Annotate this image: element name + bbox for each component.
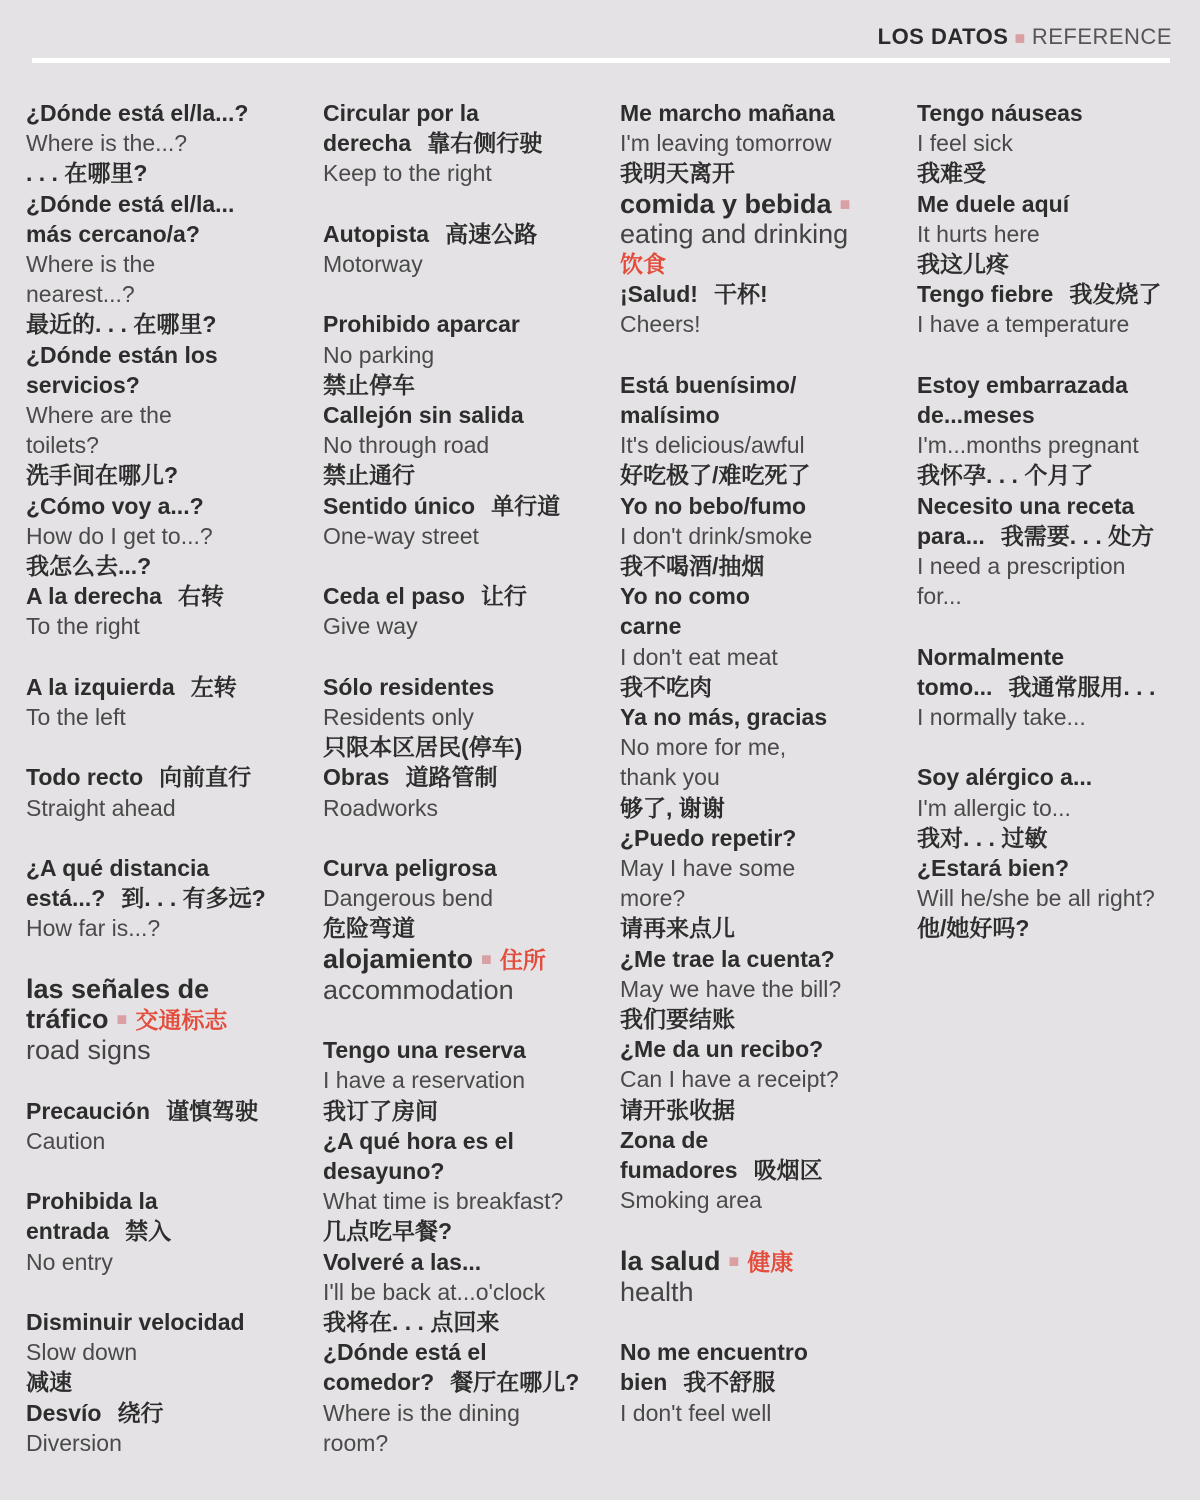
column-1 — [26, 98, 316, 1458]
phrase-en: May I have some — [620, 855, 796, 882]
phrase-es: ¿Puedo repetir? — [620, 824, 797, 851]
phrase-en: thank you — [620, 764, 720, 791]
phrase-zh: 最近的. . . 在哪里? — [26, 311, 217, 338]
phrase-row — [323, 762, 613, 792]
phrase-zh: 我怎么去...? — [26, 553, 152, 580]
phrase-row — [26, 1398, 316, 1428]
phrase-en: Straight ahead — [26, 794, 176, 821]
phrase-en: Can I have a receipt? — [620, 1066, 839, 1093]
phrase-es: Tengo una reserva — [323, 1037, 526, 1064]
phrase-es: fumadores — [620, 1157, 738, 1184]
phrase-es: Ya no más, gracias — [620, 704, 828, 731]
phrase-es: derecha — [323, 130, 412, 157]
phrase-zh: 我对. . . 过敏 — [917, 824, 1048, 851]
section-heading-row — [323, 944, 613, 975]
phrase-es: está...? — [26, 885, 106, 912]
phrase-en: No entry — [26, 1248, 113, 1275]
phrase-row — [620, 279, 910, 309]
phrase-es: malísimo — [620, 402, 720, 429]
phrase-zh: 高速公路 — [445, 220, 538, 247]
separator-dot-icon: ■ — [1014, 28, 1026, 48]
phrase-es: Circular por la — [323, 100, 479, 126]
phrase-en: I have a temperature — [917, 311, 1130, 338]
phrase-es: Curva peligrosa — [323, 855, 497, 881]
section-heading-en: health — [620, 1276, 694, 1307]
phrase-es: ¿Dónde está el — [323, 1339, 487, 1366]
phrase-es: Estoy embarrazada — [917, 371, 1128, 398]
phrase-es: A la derecha — [26, 583, 162, 610]
phrase-row — [917, 279, 1187, 309]
column-2 — [323, 98, 613, 1458]
phrase-zh: 危险弯道 — [323, 915, 415, 942]
phrase-zh: 洗手间在哪儿? — [26, 462, 179, 489]
phrase-row — [620, 1367, 910, 1397]
phrase-es: Desvío — [26, 1399, 102, 1426]
section-heading-zh: 住所 — [499, 946, 546, 973]
bullet-dot-icon: ■ — [116, 1009, 128, 1030]
bullet-dot-icon: ■ — [839, 193, 851, 214]
phrase-en: Dangerous bend — [323, 885, 494, 912]
phrase-zh: . . . 在哪里? — [26, 160, 148, 187]
phrase-en: more? — [620, 885, 686, 912]
phrase-row — [26, 1096, 316, 1126]
phrase-row — [26, 883, 316, 913]
phrase-zh: 请开张收据 — [620, 1096, 735, 1123]
phrase-en: Diversion — [26, 1429, 122, 1456]
phrase-en: To the right — [26, 613, 140, 640]
phrase-zh: 禁入 — [125, 1218, 172, 1245]
phrase-zh: 我这儿疼 — [917, 251, 1009, 278]
phrase-en: I'm allergic to... — [917, 794, 1071, 821]
section-heading-en: eating and drinking — [620, 218, 849, 249]
phrase-es: Autopista — [323, 220, 430, 247]
phrase-zh: 绕行 — [117, 1399, 164, 1426]
phrase-es: Me marcho mañana — [620, 100, 835, 126]
phrase-es: bien — [620, 1369, 668, 1396]
phrase-zh: 请再来点儿 — [620, 915, 735, 942]
section-heading-es: la salud — [620, 1245, 721, 1276]
phrase-en: May we have the bill? — [620, 975, 842, 1002]
section-label: LOS DATOS — [877, 24, 1009, 49]
section-heading-row — [620, 1246, 910, 1277]
phrase-en: One-way street — [323, 522, 479, 549]
phrase-en: I'll be back at...o'clock — [323, 1278, 546, 1305]
phrase-es: Tengo fiebre — [917, 281, 1054, 308]
phrase-es: No me encuentro — [620, 1339, 808, 1366]
phrase-es: servicios? — [26, 371, 140, 398]
phrase-en: How do I get to...? — [26, 522, 213, 549]
page-header — [878, 24, 1172, 50]
phrase-row — [620, 1155, 910, 1185]
phrase-zh: 餐厅在哪儿? — [450, 1369, 580, 1396]
phrase-zh: 我订了房间 — [323, 1097, 438, 1124]
phrase-es: Precaución — [26, 1097, 150, 1124]
section-heading-es: alojamiento — [323, 943, 474, 974]
phrase-zh: 够了, 谢谢 — [620, 794, 725, 821]
phrase-es: ¿A qué hora es el — [323, 1127, 514, 1154]
phrase-en: Residents only — [323, 704, 474, 730]
phrase-es: ¿A qué distancia — [26, 855, 210, 882]
phrase-es: ¿Dónde están los — [26, 341, 218, 368]
phrase-en: room? — [323, 1429, 389, 1456]
phrase-en: Smoking area — [620, 1187, 762, 1214]
phrase-zh: 他/她好吗? — [917, 915, 1030, 942]
phrase-es: para... — [917, 522, 985, 549]
section-heading-zh: 交通标志 — [135, 1007, 228, 1034]
phrase-en: I'm...months pregnant — [917, 432, 1139, 459]
phrase-en: nearest...? — [26, 281, 135, 308]
phrase-zh: 几点吃早餐? — [323, 1218, 453, 1245]
phrase-es: Zona de — [620, 1126, 709, 1153]
phrase-es: ¿Me trae la cuenta? — [620, 945, 835, 972]
phrase-zh: 向前直行 — [159, 764, 252, 791]
phrase-es: Tengo náuseas — [917, 100, 1083, 126]
phrase-en: I don't drink/smoke — [620, 522, 813, 549]
phrase-zh: 只限本区居民(停车) — [323, 734, 523, 761]
phrase-en: No parking — [323, 341, 435, 368]
phrase-zh: 我不喝酒/抽烟 — [620, 553, 765, 580]
phrase-zh: 减速 — [26, 1369, 72, 1396]
section-heading-es: las señales de — [26, 973, 210, 1004]
phrase-en: I don't eat meat — [620, 643, 778, 670]
phrase-zh: 我难受 — [917, 160, 986, 187]
phrase-zh: 右转 — [177, 583, 224, 610]
phrase-zh: 好吃极了/难吃死了 — [620, 462, 811, 489]
phrase-en: Keep to the right — [323, 160, 492, 187]
phrase-es: carne — [620, 613, 682, 640]
phrase-es: Yo no bebo/fumo — [620, 492, 807, 519]
reference-label: REFERENCE — [1031, 24, 1172, 49]
phrase-row — [26, 581, 316, 611]
section-heading-en: road signs — [26, 1035, 151, 1066]
phrase-zh: 我需要. . . 处方 — [1000, 522, 1155, 549]
phrase-en: I need a prescription — [917, 553, 1126, 580]
phrase-en: Where is the — [26, 251, 156, 278]
phrase-en: It hurts here — [917, 220, 1040, 247]
phrase-es: tomo... — [917, 673, 993, 700]
phrase-en: Will he/she be all right? — [917, 885, 1155, 912]
phrase-zh: 到. . . 有多远? — [121, 885, 266, 912]
phrase-row — [323, 491, 613, 521]
phrase-zh: 吸烟区 — [753, 1157, 823, 1184]
phrase-zh: 道路管制 — [405, 764, 498, 791]
phrase-en: No more for me, — [620, 734, 787, 761]
phrase-es: Callejón sin salida — [323, 402, 524, 428]
phrase-en: Slow down — [26, 1339, 138, 1366]
phrase-es: ¿Estará bien? — [917, 855, 1070, 882]
bullet-dot-icon: ■ — [728, 1250, 740, 1271]
phrase-es: de...meses — [917, 402, 1035, 429]
phrase-en: I feel sick — [917, 130, 1013, 157]
phrase-en: Give way — [323, 613, 418, 640]
phrase-es: Necesito una receta — [917, 492, 1135, 519]
phrase-zh: 禁止通行 — [323, 462, 415, 489]
column-4 — [917, 98, 1187, 944]
phrase-es: Disminuir velocidad — [26, 1309, 245, 1336]
phrase-en: Roadworks — [323, 794, 439, 821]
phrase-row — [917, 521, 1187, 551]
phrase-zh: 左转 — [190, 673, 237, 700]
phrase-row — [323, 219, 613, 249]
phrase-en: I have a reservation — [323, 1067, 526, 1094]
phrase-row — [26, 1216, 316, 1246]
phrase-es: ¿Dónde está el/la...? — [26, 100, 249, 126]
phrase-zh: 让行 — [480, 583, 527, 610]
phrase-es: Volveré a las... — [323, 1248, 482, 1275]
phrase-es: entrada — [26, 1218, 110, 1245]
phrase-en: I'm leaving tomorrow — [620, 130, 832, 157]
phrase-zh: 我明天离开 — [620, 160, 735, 187]
bullet-dot-icon: ■ — [481, 948, 492, 969]
phrase-en: Cheers! — [620, 311, 701, 338]
phrase-es: Sentido único — [323, 492, 476, 519]
phrase-es: más cercano/a? — [26, 220, 200, 247]
phrase-en: Where is the...? — [26, 130, 188, 157]
phrase-en: Caution — [26, 1127, 106, 1154]
phrase-en: toilets? — [26, 432, 99, 459]
phrase-zh: 我将在. . . 点回来 — [323, 1309, 500, 1336]
phrase-es: desayuno? — [323, 1158, 445, 1185]
section-heading-es: tráfico — [26, 1004, 109, 1035]
phrase-es: Prohibida la — [26, 1188, 158, 1215]
phrase-zh: 我怀孕. . . 个月了 — [917, 462, 1094, 489]
phrase-es: ¡Salud! — [620, 281, 698, 308]
phrase-en: How far is...? — [26, 915, 161, 942]
section-heading-row — [26, 1004, 316, 1035]
phrase-en: Motorway — [323, 251, 423, 277]
phrase-es: Me duele aquí — [917, 190, 1070, 217]
phrase-zh: 禁止停车 — [323, 371, 415, 398]
phrase-row — [323, 581, 613, 611]
phrase-zh: 靠右侧行驶 — [427, 130, 543, 157]
phrase-row — [26, 672, 316, 702]
phrase-en: Where are the — [26, 402, 172, 429]
phrase-zh: 谨慎驾驶 — [166, 1097, 258, 1124]
section-heading-row — [620, 189, 910, 219]
phrase-zh: 我通常服用. . . — [1008, 673, 1156, 700]
phrase-es: ¿Cómo voy a...? — [26, 492, 204, 519]
phrase-es: ¿Dónde está el/la... — [26, 190, 235, 217]
phrase-row — [917, 672, 1187, 702]
phrase-en: I normally take... — [917, 704, 1086, 731]
phrase-en: Where is the dining — [323, 1399, 520, 1426]
phrase-en: No through road — [323, 432, 490, 459]
phrase-es: ¿Me da un recibo? — [620, 1036, 824, 1063]
column-3 — [620, 98, 910, 1428]
phrase-es: Prohibido aparcar — [323, 311, 520, 338]
section-heading-zh: 健康 — [747, 1248, 794, 1275]
phrase-es: Todo recto — [26, 764, 144, 791]
phrase-row — [323, 128, 613, 158]
section-heading-zh: 饮食 — [620, 251, 666, 278]
phrase-es: Sólo residentes — [323, 673, 495, 700]
section-heading-en: accommodation — [323, 974, 514, 1005]
phrase-zh: 我不吃肉 — [620, 673, 712, 700]
phrase-es: Está buenísimo/ — [620, 371, 797, 398]
phrase-zh: 我不舒服 — [683, 1369, 776, 1396]
phrase-row — [26, 762, 316, 792]
phrase-es: Soy alérgico a... — [917, 764, 1093, 791]
phrase-zh: 我们要结账 — [620, 1006, 735, 1033]
phrase-es: Yo no como — [620, 583, 750, 610]
phrase-row — [323, 1367, 613, 1397]
phrase-zh: 干杯! — [713, 281, 768, 308]
phrase-en: What time is breakfast? — [323, 1188, 564, 1215]
phrase-zh: 单行道 — [491, 492, 561, 519]
phrase-en: It's delicious/awful — [620, 432, 805, 459]
phrase-en: for... — [917, 583, 962, 610]
phrase-en: To the left — [26, 704, 126, 731]
phrase-es: Obras — [323, 764, 390, 791]
phrase-en: I don't feel well — [620, 1399, 772, 1426]
phrase-es: Normalmente — [917, 643, 1064, 670]
section-heading-es: comida y bebida — [620, 188, 832, 219]
phrase-zh: 我发烧了 — [1069, 281, 1162, 308]
phrase-es: A la izquierda — [26, 673, 175, 700]
phrase-es: comedor? — [323, 1369, 435, 1396]
phrase-es: Ceda el paso — [323, 583, 465, 610]
header-rule — [32, 58, 1170, 63]
